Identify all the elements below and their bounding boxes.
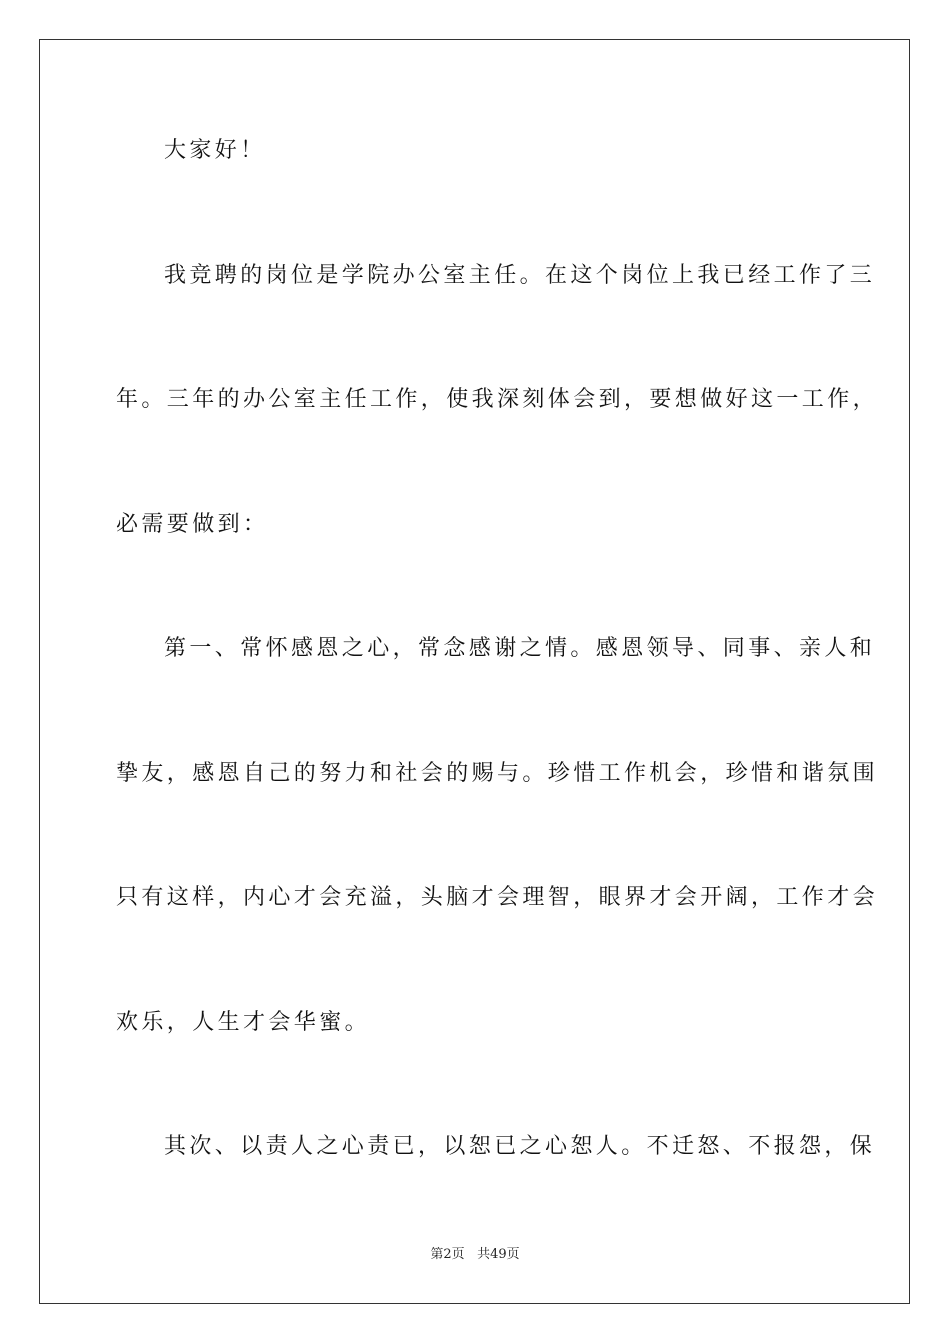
page-border — [39, 39, 910, 1304]
paragraph-line: 挚友，感恩自己的努力和社会的赐与。珍惜工作机会，珍惜和谐氛围 — [116, 761, 879, 786]
page-footer — [0, 1246, 950, 1264]
paragraph-line: 必需要做到： — [116, 512, 269, 537]
paragraph-line: 只有这样，内心才会充溢，头脑才会理智，眼界才会开阔，工作才会 — [116, 885, 879, 910]
paragraph-line: 欢乐，人生才会华蜜。 — [116, 1010, 371, 1035]
page-total: 共49页 — [477, 1247, 520, 1262]
paragraph-line: 第一、常怀感恩之心，常念感谢之情。感恩领导、同事、亲人和 — [164, 636, 876, 661]
paragraph-line: 其次、以责人之心责已，以恕已之心恕人。不迁怒、不报怨，保 — [164, 1134, 876, 1159]
greeting-line: 大家好！ — [164, 138, 266, 163]
page-number: 第2页 — [430, 1247, 465, 1262]
paragraph-line: 我竞聘的岗位是学院办公室主任。在这个岗位上我已经工作了三 — [164, 263, 876, 288]
paragraph-line: 年。三年的办公室主任工作，使我深刻体会到，要想做好这一工作， — [116, 387, 879, 412]
